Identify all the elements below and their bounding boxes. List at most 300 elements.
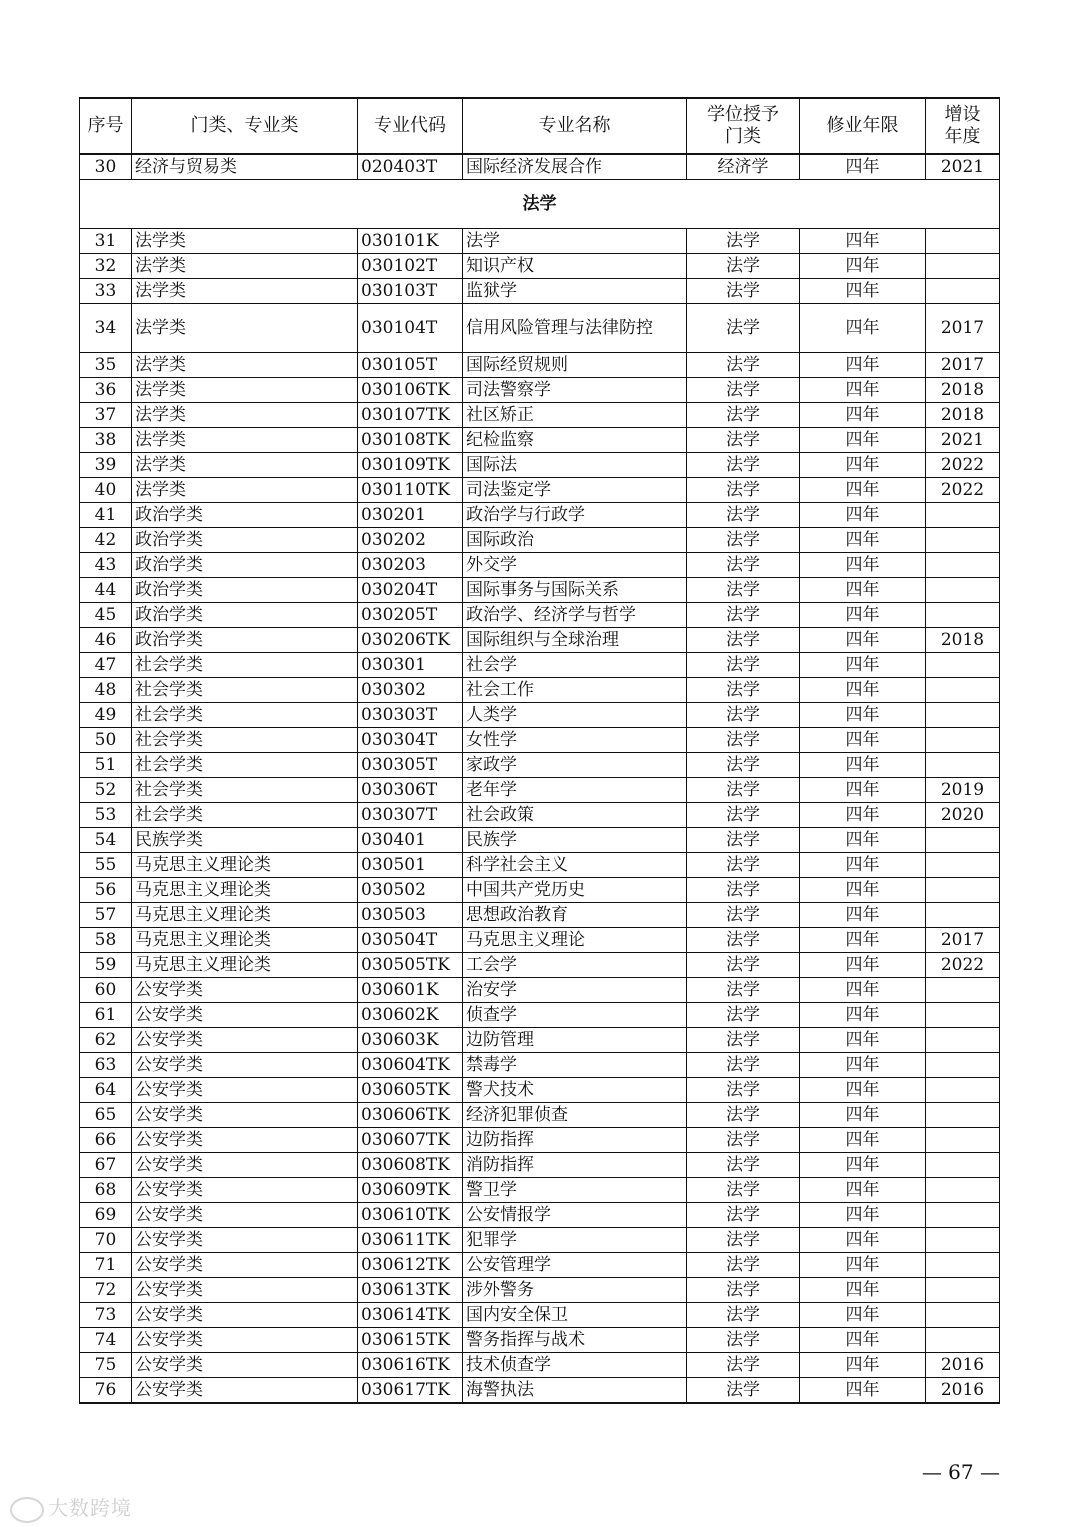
cell-code: 030611TK	[358, 1228, 463, 1253]
cell-no: 70	[80, 1228, 132, 1253]
cell-category: 公安学类	[132, 1003, 358, 1028]
cell-no: 53	[80, 803, 132, 828]
cell-degree: 法学	[687, 1278, 800, 1303]
table-body	[80, 154, 1000, 1403]
table-header	[80, 98, 1000, 154]
watermark	[10, 1492, 132, 1523]
cell-name: 涉外警务	[463, 1278, 687, 1303]
watermark-text: 大数跨境	[48, 1496, 132, 1520]
cell-name: 马克思主义理论	[463, 928, 687, 953]
cell-category: 民族学类	[132, 828, 358, 853]
cell-no: 68	[80, 1178, 132, 1203]
table-row	[80, 478, 1000, 503]
cell-name: 警务指挥与战术	[463, 1328, 687, 1353]
cell-no: 71	[80, 1253, 132, 1278]
table-row	[80, 553, 1000, 578]
cell-no: 58	[80, 928, 132, 953]
cell-name: 社会工作	[463, 678, 687, 703]
cell-code: 030401	[358, 828, 463, 853]
table-row	[80, 304, 1000, 353]
cell-degree: 法学	[687, 1228, 800, 1253]
table-row	[80, 1253, 1000, 1278]
majors-table	[79, 97, 1000, 1404]
cell-degree: 法学	[687, 1103, 800, 1128]
cell-year: 2016	[926, 1353, 1000, 1378]
cell-code: 030605TK	[358, 1078, 463, 1103]
cell-year	[926, 903, 1000, 928]
cell-no: 57	[80, 903, 132, 928]
cell-duration: 四年	[800, 953, 926, 978]
cell-degree: 法学	[687, 628, 800, 653]
cell-code: 030615TK	[358, 1328, 463, 1353]
cell-degree: 法学	[687, 503, 800, 528]
cell-degree: 法学	[687, 653, 800, 678]
cell-degree: 法学	[687, 978, 800, 1003]
table-row	[80, 853, 1000, 878]
cell-code: 020403T	[358, 154, 463, 180]
cell-no: 38	[80, 428, 132, 453]
cell-code: 030505TK	[358, 953, 463, 978]
cell-name: 国际经贸规则	[463, 353, 687, 378]
cell-duration: 四年	[800, 803, 926, 828]
cell-degree: 法学	[687, 428, 800, 453]
cell-duration: 四年	[800, 578, 926, 603]
cell-year	[926, 1328, 1000, 1353]
cell-category: 法学类	[132, 428, 358, 453]
cell-category: 政治学类	[132, 578, 358, 603]
cell-name: 社区矫正	[463, 403, 687, 428]
cell-code: 030104T	[358, 304, 463, 353]
cell-year	[926, 703, 1000, 728]
cell-category: 公安学类	[132, 1053, 358, 1078]
cell-duration: 四年	[800, 403, 926, 428]
cell-duration: 四年	[800, 279, 926, 304]
cell-degree: 法学	[687, 1153, 800, 1178]
cell-category: 社会学类	[132, 753, 358, 778]
cell-degree: 法学	[687, 528, 800, 553]
cell-year: 2018	[926, 378, 1000, 403]
cell-year	[926, 1303, 1000, 1328]
cell-name: 公安情报学	[463, 1203, 687, 1228]
cell-code: 030613TK	[358, 1278, 463, 1303]
cell-duration: 四年	[800, 903, 926, 928]
cell-degree: 法学	[687, 1203, 800, 1228]
table-row	[80, 1303, 1000, 1328]
table-row	[80, 603, 1000, 628]
cell-category: 公安学类	[132, 1278, 358, 1303]
cell-duration: 四年	[800, 1053, 926, 1078]
table-row	[80, 528, 1000, 553]
cell-duration: 四年	[800, 528, 926, 553]
cell-degree: 法学	[687, 304, 800, 353]
cell-category: 法学类	[132, 279, 358, 304]
cell-no: 41	[80, 503, 132, 528]
cell-duration: 四年	[800, 478, 926, 503]
cell-year	[926, 578, 1000, 603]
table-row	[80, 828, 1000, 853]
cell-duration: 四年	[800, 878, 926, 903]
cell-year: 2021	[926, 154, 1000, 180]
cell-year: 2018	[926, 628, 1000, 653]
cell-year	[926, 1153, 1000, 1178]
table-row	[80, 279, 1000, 304]
cell-duration: 四年	[800, 1153, 926, 1178]
cell-category: 公安学类	[132, 1353, 358, 1378]
cell-name: 国际法	[463, 453, 687, 478]
cell-name: 知识产权	[463, 254, 687, 279]
cell-degree: 法学	[687, 453, 800, 478]
cell-year: 2016	[926, 1378, 1000, 1404]
cell-degree: 法学	[687, 1353, 800, 1378]
cell-year	[926, 503, 1000, 528]
table-row	[80, 628, 1000, 653]
cell-duration: 四年	[800, 1353, 926, 1378]
cell-degree: 法学	[687, 1178, 800, 1203]
cell-no: 31	[80, 229, 132, 254]
cell-no: 60	[80, 978, 132, 1003]
cell-year	[926, 254, 1000, 279]
cell-duration: 四年	[800, 1203, 926, 1228]
cell-name: 中国共产党历史	[463, 878, 687, 903]
cell-year: 2017	[926, 304, 1000, 353]
cell-category: 政治学类	[132, 603, 358, 628]
header-year: 增设年度	[926, 98, 1000, 154]
cell-degree: 法学	[687, 1028, 800, 1053]
cell-duration: 四年	[800, 503, 926, 528]
table-row	[80, 1353, 1000, 1378]
cell-name: 司法警察学	[463, 378, 687, 403]
cell-category: 公安学类	[132, 1078, 358, 1103]
cell-name: 监狱学	[463, 279, 687, 304]
cell-degree: 法学	[687, 254, 800, 279]
cell-duration: 四年	[800, 778, 926, 803]
cell-year	[926, 653, 1000, 678]
cell-year	[926, 279, 1000, 304]
cell-duration: 四年	[800, 229, 926, 254]
cell-year	[926, 1178, 1000, 1203]
table-row	[80, 1328, 1000, 1353]
table-row	[80, 1378, 1000, 1404]
cell-name: 警犬技术	[463, 1078, 687, 1103]
cell-code: 030603K	[358, 1028, 463, 1053]
cell-name: 司法鉴定学	[463, 478, 687, 503]
cell-name: 边防指挥	[463, 1128, 687, 1153]
cell-category: 公安学类	[132, 1228, 358, 1253]
cell-code: 030305T	[358, 753, 463, 778]
cell-year	[926, 603, 1000, 628]
cell-degree: 法学	[687, 1078, 800, 1103]
cell-category: 公安学类	[132, 1203, 358, 1228]
cell-category: 公安学类	[132, 1328, 358, 1353]
cell-code: 030102T	[358, 254, 463, 279]
cell-category: 社会学类	[132, 678, 358, 703]
cell-category: 公安学类	[132, 1253, 358, 1278]
cell-name: 法学	[463, 229, 687, 254]
cell-duration: 四年	[800, 653, 926, 678]
cell-no: 50	[80, 728, 132, 753]
cell-name: 海警执法	[463, 1378, 687, 1404]
cell-name: 边防管理	[463, 1028, 687, 1053]
cell-code: 030616TK	[358, 1353, 463, 1378]
cell-degree: 法学	[687, 678, 800, 703]
cell-duration: 四年	[800, 453, 926, 478]
cell-no: 73	[80, 1303, 132, 1328]
cell-name: 国内安全保卫	[463, 1303, 687, 1328]
cell-duration: 四年	[800, 154, 926, 180]
cell-degree: 法学	[687, 778, 800, 803]
cell-name: 信用风险管理与法律防控	[463, 304, 687, 353]
cell-no: 69	[80, 1203, 132, 1228]
cell-duration: 四年	[800, 1128, 926, 1153]
table-row	[80, 778, 1000, 803]
cell-no: 56	[80, 878, 132, 903]
cell-category: 公安学类	[132, 1303, 358, 1328]
cell-year	[926, 229, 1000, 254]
cell-duration: 四年	[800, 728, 926, 753]
cell-category: 公安学类	[132, 978, 358, 1003]
table-row	[80, 378, 1000, 403]
section-row	[80, 180, 1000, 229]
cell-category: 马克思主义理论类	[132, 903, 358, 928]
table-row	[80, 1278, 1000, 1303]
cell-no: 46	[80, 628, 132, 653]
cell-name: 公安管理学	[463, 1253, 687, 1278]
cell-duration: 四年	[800, 628, 926, 653]
cell-no: 49	[80, 703, 132, 728]
cell-category: 社会学类	[132, 653, 358, 678]
cell-name: 社会政策	[463, 803, 687, 828]
cell-code: 030501	[358, 853, 463, 878]
cell-name: 女性学	[463, 728, 687, 753]
cell-year	[926, 1203, 1000, 1228]
cell-no: 63	[80, 1053, 132, 1078]
cell-name: 民族学	[463, 828, 687, 853]
table-row	[80, 803, 1000, 828]
cell-category: 社会学类	[132, 803, 358, 828]
cell-duration: 四年	[800, 853, 926, 878]
cell-code: 030206TK	[358, 628, 463, 653]
cell-no: 36	[80, 378, 132, 403]
table-row	[80, 878, 1000, 903]
table-row	[80, 1078, 1000, 1103]
cell-degree: 法学	[687, 229, 800, 254]
cell-duration: 四年	[800, 553, 926, 578]
cell-no: 45	[80, 603, 132, 628]
cell-degree: 法学	[687, 703, 800, 728]
cell-code: 030504T	[358, 928, 463, 953]
cell-year	[926, 528, 1000, 553]
cell-code: 030306T	[358, 778, 463, 803]
cell-no: 35	[80, 353, 132, 378]
cell-degree: 法学	[687, 603, 800, 628]
cell-name: 政治学与行政学	[463, 503, 687, 528]
cell-name: 人类学	[463, 703, 687, 728]
cell-code: 030302	[358, 678, 463, 703]
cell-year	[926, 1128, 1000, 1153]
cell-duration: 四年	[800, 928, 926, 953]
table-row	[80, 453, 1000, 478]
cell-code: 030201	[358, 503, 463, 528]
cell-code: 030610TK	[358, 1203, 463, 1228]
cell-degree: 法学	[687, 1328, 800, 1353]
cell-code: 030105T	[358, 353, 463, 378]
table-row	[80, 1053, 1000, 1078]
cell-code: 030202	[358, 528, 463, 553]
cell-degree: 法学	[687, 928, 800, 953]
cell-name: 老年学	[463, 778, 687, 803]
cell-year	[926, 1028, 1000, 1053]
cell-year	[926, 1103, 1000, 1128]
cell-category: 法学类	[132, 304, 358, 353]
cell-category: 公安学类	[132, 1128, 358, 1153]
cell-degree: 法学	[687, 953, 800, 978]
cell-year: 2018	[926, 403, 1000, 428]
cell-code: 030304T	[358, 728, 463, 753]
cell-code: 030107TK	[358, 403, 463, 428]
cell-degree: 法学	[687, 828, 800, 853]
cell-degree: 法学	[687, 279, 800, 304]
header-code: 专业代码	[358, 98, 463, 154]
cell-category: 社会学类	[132, 703, 358, 728]
cell-duration: 四年	[800, 678, 926, 703]
cell-degree: 法学	[687, 803, 800, 828]
cell-name: 技术侦查学	[463, 1353, 687, 1378]
cell-code: 030609TK	[358, 1178, 463, 1203]
cell-degree: 法学	[687, 1253, 800, 1278]
table-row	[80, 353, 1000, 378]
cell-category: 法学类	[132, 353, 358, 378]
cell-duration: 四年	[800, 378, 926, 403]
cell-code: 030614TK	[358, 1303, 463, 1328]
cell-code: 030607TK	[358, 1128, 463, 1153]
cell-duration: 四年	[800, 828, 926, 853]
table-row	[80, 953, 1000, 978]
cell-year	[926, 678, 1000, 703]
cell-degree: 法学	[687, 353, 800, 378]
cell-no: 72	[80, 1278, 132, 1303]
cell-degree: 法学	[687, 478, 800, 503]
cell-year	[926, 853, 1000, 878]
cell-year	[926, 1078, 1000, 1103]
cell-no: 75	[80, 1353, 132, 1378]
table-row	[80, 403, 1000, 428]
cell-year	[926, 1053, 1000, 1078]
cell-code: 030301	[358, 653, 463, 678]
cell-no: 48	[80, 678, 132, 703]
cell-no: 51	[80, 753, 132, 778]
cell-name: 消防指挥	[463, 1153, 687, 1178]
cell-year: 2022	[926, 478, 1000, 503]
cell-no: 66	[80, 1128, 132, 1153]
table-row	[80, 1203, 1000, 1228]
cell-duration: 四年	[800, 1178, 926, 1203]
cell-category: 法学类	[132, 403, 358, 428]
cell-year	[926, 1228, 1000, 1253]
cell-year	[926, 553, 1000, 578]
cell-year	[926, 978, 1000, 1003]
cell-no: 64	[80, 1078, 132, 1103]
cell-degree: 法学	[687, 903, 800, 928]
page-number: — 67 —	[921, 1460, 1000, 1484]
cell-category: 马克思主义理论类	[132, 928, 358, 953]
cell-year: 2022	[926, 953, 1000, 978]
cell-no: 55	[80, 853, 132, 878]
cell-category: 政治学类	[132, 628, 358, 653]
cell-code: 030503	[358, 903, 463, 928]
table-row	[80, 903, 1000, 928]
cell-duration: 四年	[800, 1228, 926, 1253]
cell-name: 警卫学	[463, 1178, 687, 1203]
cell-category: 公安学类	[132, 1153, 358, 1178]
cell-duration: 四年	[800, 1278, 926, 1303]
cell-code: 030601K	[358, 978, 463, 1003]
cell-duration: 四年	[800, 1303, 926, 1328]
cell-category: 政治学类	[132, 503, 358, 528]
cell-year	[926, 1003, 1000, 1028]
cell-year	[926, 1253, 1000, 1278]
table-row	[80, 229, 1000, 254]
table-row	[80, 578, 1000, 603]
cell-year	[926, 728, 1000, 753]
cell-duration: 四年	[800, 1078, 926, 1103]
watermark-logo-icon	[10, 1497, 44, 1523]
cell-no: 76	[80, 1378, 132, 1404]
cell-code: 030307T	[358, 803, 463, 828]
cell-degree: 法学	[687, 728, 800, 753]
cell-duration: 四年	[800, 978, 926, 1003]
header-degree: 学位授予门类	[687, 98, 800, 154]
table-row	[80, 1228, 1000, 1253]
cell-no: 47	[80, 653, 132, 678]
cell-category: 公安学类	[132, 1028, 358, 1053]
table-row	[80, 1178, 1000, 1203]
table-row	[80, 154, 1000, 180]
cell-code: 030612TK	[358, 1253, 463, 1278]
cell-no: 32	[80, 254, 132, 279]
cell-degree: 法学	[687, 1378, 800, 1404]
cell-category: 公安学类	[132, 1378, 358, 1404]
header-category: 门类、专业类	[132, 98, 358, 154]
cell-no: 62	[80, 1028, 132, 1053]
cell-duration: 四年	[800, 703, 926, 728]
table-row	[80, 1103, 1000, 1128]
cell-degree: 法学	[687, 853, 800, 878]
cell-degree: 法学	[687, 553, 800, 578]
cell-year	[926, 753, 1000, 778]
cell-year	[926, 878, 1000, 903]
cell-no: 61	[80, 1003, 132, 1028]
cell-name: 侦查学	[463, 1003, 687, 1028]
cell-degree: 法学	[687, 1303, 800, 1328]
cell-degree: 法学	[687, 878, 800, 903]
cell-code: 030617TK	[358, 1378, 463, 1404]
cell-no: 65	[80, 1103, 132, 1128]
table-row	[80, 1153, 1000, 1178]
header-name: 专业名称	[463, 98, 687, 154]
cell-degree: 法学	[687, 1003, 800, 1028]
cell-no: 30	[80, 154, 132, 180]
cell-category: 马克思主义理论类	[132, 953, 358, 978]
cell-category: 公安学类	[132, 1103, 358, 1128]
cell-no: 37	[80, 403, 132, 428]
cell-no: 33	[80, 279, 132, 304]
cell-degree: 法学	[687, 753, 800, 778]
cell-code: 030602K	[358, 1003, 463, 1028]
cell-duration: 四年	[800, 254, 926, 279]
cell-code: 030109TK	[358, 453, 463, 478]
cell-duration: 四年	[800, 1253, 926, 1278]
table-row	[80, 753, 1000, 778]
